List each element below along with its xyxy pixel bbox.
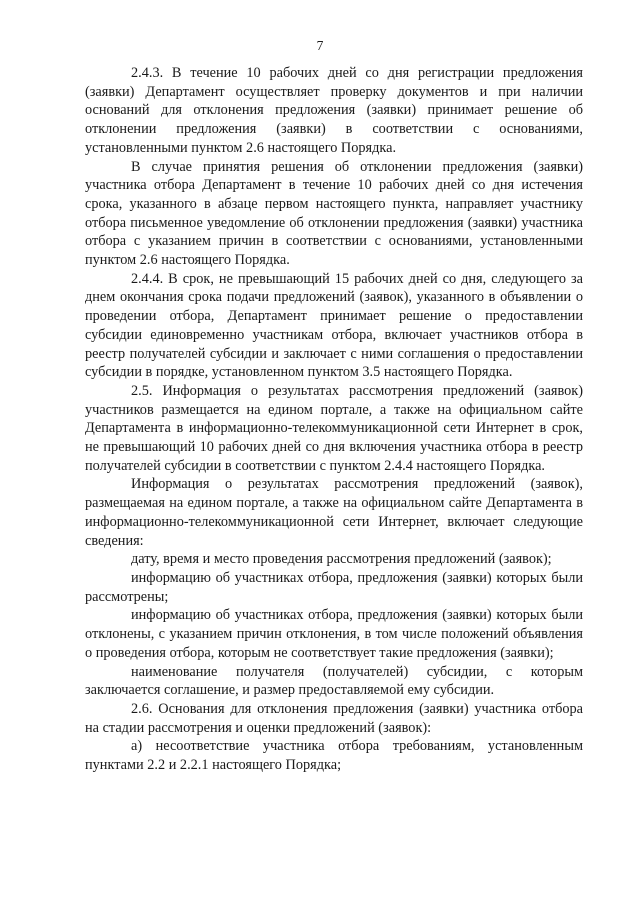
paragraph-rejection-notice: В случае принятия решения об отклонении предложения (заявки) участника отбора Департамент в течение 10 рабочих дней со дня истечения срока, указанного в абзаце первом настоящего пункта, направляет участнику отбора письменное уведомление об отклонении предложения (заявки) участника отбора с указанием причин в соответствии с основаниями, установленными пунктом 2.6 настоящего Порядка. [85,158,583,269]
list-item-reviewed-participants: информацию об участниках отбора, предложения (заявки) которых были рассмотрены; [85,569,583,605]
paragraph-2-4-4: 2.4.4. В срок, не превышающий 15 рабочих дней со дня, следующего за днем окончания срока подачи предложений (заявок), указанного в объявлении о проведении отбора, Департамент принимает решение о предоставлении субсидии единовременно участникам отбора, включает участников отбора в реестр получателей субсидии и заключает с ними соглашения о предоставлении субсидии в порядке, установленном пунктом 3.5 настоящего Порядка. [85,270,583,381]
page-number: 7 [316,38,324,53]
paragraph-2-6: 2.6. Основания для отклонения предложения (заявки) участника отбора на стадии рассмотрения и оценки предложений (заявок): [85,700,583,736]
paragraph-2-5: 2.5. Информация о результатах рассмотрения предложений (заявок) участников размещается на едином портале, а также на официальном сайте Департамента в информационно-телекоммуникационной сети Интернет в срок, не превышающий 10 рабочих дней со дня включения участника отбора в реестр получателей субсидии в соответствии с пунктом 2.4.4 настоящего Порядка. [85,382,583,474]
list-item-recipient-name: наименование получателя (получателей) субсидии, с которым заключается соглашение, и размер предоставляемой ему субсидии. [85,663,583,699]
list-item-date-time-place: дату, время и место проведения рассмотрения предложений (заявок); [131,551,552,568]
list-item-rejected-participants: информацию об участниках отбора, предложения (заявки) которых были отклонены, с указанием причин отклонения, в том числе положений объявления о проведения отбора, которым не соответствует такие предложения (заявки); [85,607,583,661]
document-body [85,64,583,775]
paragraph-results-info: Информация о результатах рассмотрения предложений (заявок), размещаемая на едином портале, а также на официальном сайте Департамента в информационно-телекоммуникационной сети Интернет, включает следующие сведения: [85,476,583,549]
paragraph-2-6-a: а) несоответствие участника отбора требованиям, установленным пунктами 2.2 и 2.2.1 настоящего Порядка; [85,738,583,774]
paragraph-2-4-3: 2.4.3. В течение 10 рабочих дней со дня регистрации предложения (заявки) Департамент осуществляет проверку документов и при наличии оснований для отклонения предложения (заявки) принимает решение об отклонении предложения (заявки) в соответствии с основаниями, установленными пунктом 2.6 настоящего Порядка. [85,65,583,156]
